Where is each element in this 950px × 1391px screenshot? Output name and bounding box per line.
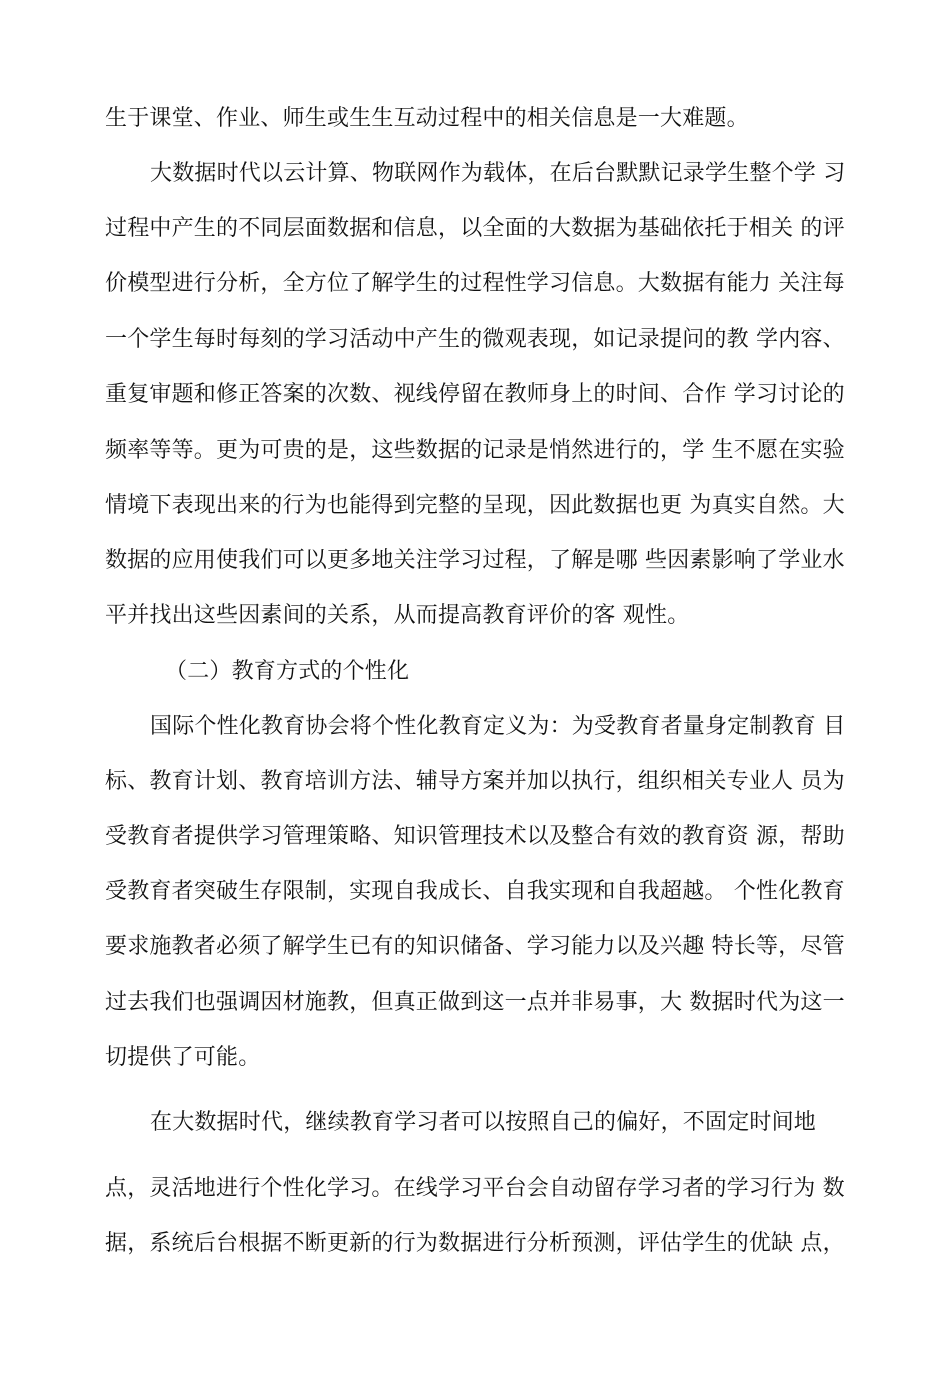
text-line: 过去我们也强调因材施教，但真正做到这一点并非易事，大 数据时代为这一 bbox=[105, 990, 845, 1015]
text-line: 生于课堂、作业、师生或生生互动过程中的相关信息是一大难题。 bbox=[105, 106, 749, 131]
text-line: 大数据时代以云计算、物联网作为载体，在后台默默记录学生整个学 习 bbox=[150, 161, 846, 186]
text-line: 国际个性化教育协会将个性化教育定义为：为受教育者量身定制教育 目 bbox=[150, 714, 846, 739]
text-line: 受教育者突破生存限制，实现自我成长、自我实现和自我超越。 个性化教育 bbox=[105, 879, 845, 904]
text-line: 过程中产生的不同层面数据和信息，以全面的大数据为基础依托于相关 的评 bbox=[105, 216, 845, 241]
text-line: 情境下表现出来的行为也能得到完整的呈现，因此数据也更 为真实自然。大 bbox=[105, 493, 845, 518]
text-line: 频率等等。更为可贵的是，这些数据的记录是悄然进行的，学 生不愿在实验 bbox=[105, 438, 845, 463]
text-line: 切提供了可能。 bbox=[105, 1045, 261, 1070]
text-line: 在大数据时代，继续教育学习者可以按照自己的偏好，不固定时间地 bbox=[150, 1110, 817, 1135]
text-line: 价模型进行分析，全方位了解学生的过程性学习信息。大数据有能力 关注每 bbox=[105, 271, 845, 296]
section-heading: （二）教育方式的个性化 bbox=[165, 659, 410, 684]
text-line: 数据的应用使我们可以更多地关注学习过程，了解是哪 些因素影响了学业水 bbox=[105, 548, 845, 573]
text-line: 重复审题和修正答案的次数、视线停留在教师身上的时间、合作 学习讨论的 bbox=[105, 382, 845, 407]
text-line: 一个学生每时每刻的学习活动中产生的微观表现，如记录提问的教 学内容、 bbox=[105, 327, 845, 352]
text-line: 平并找出这些因素间的关系，从而提高教育评价的客 观性。 bbox=[105, 603, 690, 628]
text-line: 标、教育计划、教育培训方法、辅导方案并加以执行，组织相关专业人 员为 bbox=[105, 769, 845, 794]
text-line: 要求施教者必须了解学生已有的知识储备、学习能力以及兴趣 特长等，尽管 bbox=[105, 934, 845, 959]
text-line: 受教育者提供学习管理策略、知识管理技术以及整合有效的教育资 源，帮助 bbox=[105, 824, 845, 849]
text-line: 据，系统后台根据不断更新的行为数据进行分析预测，评估学生的优缺 点， bbox=[105, 1231, 845, 1256]
text-line: 点，灵活地进行个性化学习。在线学习平台会自动留存学习者的学习行为 数 bbox=[105, 1176, 845, 1201]
